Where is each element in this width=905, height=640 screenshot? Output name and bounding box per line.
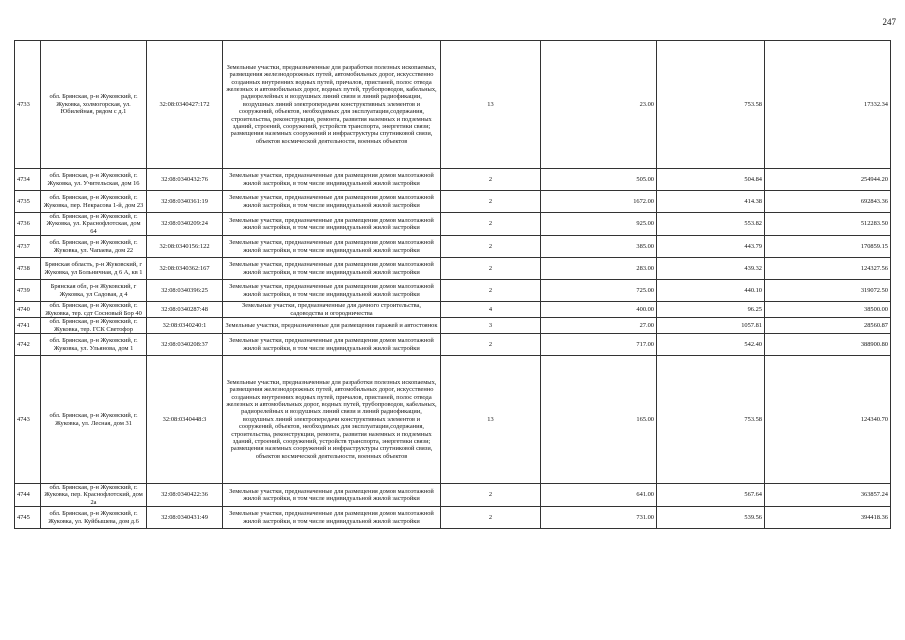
specific-value-cell: 440.10 <box>657 280 765 302</box>
cadastral-value-cell: 254944.20 <box>765 169 891 191</box>
area-cell: 400.00 <box>541 302 657 318</box>
row-number: 4739 <box>15 280 41 302</box>
cadastral-number-cell: 32:08:0340422:36 <box>147 484 223 507</box>
specific-value-cell: 753.58 <box>657 41 765 169</box>
cadastral-number-cell: 32:08:0340361:19 <box>147 191 223 213</box>
table-body <box>15 41 891 529</box>
area-cell: 925.00 <box>541 213 657 236</box>
table-row <box>15 356 891 484</box>
land-use-cell: Земельные участки, предназначенные для размещения гаражей и автостоянок <box>223 318 441 334</box>
table-row <box>15 280 891 302</box>
table-row <box>15 236 891 258</box>
group-number-cell: 13 <box>441 356 541 484</box>
specific-value-cell: 539.56 <box>657 507 765 529</box>
address-cell: обл. Брянская, р-н Жуковский, г. Жуковка, пер. Краснофлотский, дом 2а <box>41 484 147 507</box>
specific-value-cell: 753.58 <box>657 356 765 484</box>
land-use-cell: Земельные участки, предназначенные для размещения домов малоэтажной жилой застройки, в том числе индивидуальной жилой застройки <box>223 236 441 258</box>
cadastral-number-cell: 32:08:0340240:1 <box>147 318 223 334</box>
specific-value-cell: 504.84 <box>657 169 765 191</box>
area-cell: 725.00 <box>541 280 657 302</box>
group-number-cell: 2 <box>441 280 541 302</box>
address-cell: обл. Брянская, р-н Жуковский, г. Жуковка, пер. Некрасова 1-й, дом 23 <box>41 191 147 213</box>
cadastral-value-cell: 388900.80 <box>765 334 891 356</box>
table-row <box>15 507 891 529</box>
table-row <box>15 191 891 213</box>
land-use-cell: Земельные участки, предназначенные для размещения домов малоэтажной жилой застройки, в том числе индивидуальной жилой застройки <box>223 507 441 529</box>
address-cell: обл. Брянская, р-н Жуковский, г. Жуковка, ул. Лесная, дом 31 <box>41 356 147 484</box>
address-cell: Брянская обл, р-н Жуковский, г Жуковка, ул Садовая, д 4 <box>41 280 147 302</box>
address-cell: обл. Брянская, р-н Жуковский, г. Жуковка, холмогорская, ул. Юбилейная, рядом с д.1 <box>41 41 147 169</box>
area-cell: 27.00 <box>541 318 657 334</box>
cadastral-value-cell: 124327.56 <box>765 258 891 280</box>
specific-value-cell: 1057.81 <box>657 318 765 334</box>
cadastral-number-cell: 32:08:0340287:48 <box>147 302 223 318</box>
table-row <box>15 318 891 334</box>
row-number: 4744 <box>15 484 41 507</box>
land-use-cell: Земельные участки, предназначенные для размещения домов малоэтажной жилой застройки, в том числе индивидуальной жилой застройки <box>223 280 441 302</box>
address-cell: обл. Брянская, р-н Жуковский, г. Жуковка, ул. Куйбышева, дом д.6 <box>41 507 147 529</box>
address-cell: обл. Брянская, р-н Жуковский, г. Жуковка, ул. Ульянова, дом 1 <box>41 334 147 356</box>
cadastral-number-cell: 32:08:0340208:37 <box>147 334 223 356</box>
row-number: 4738 <box>15 258 41 280</box>
area-cell: 283.00 <box>541 258 657 280</box>
land-use-cell: Земельные участки, предназначенные для разработки полезных ископаемых, размещения железнодорожных путей, автомобильных дорог, искусственно созданных внутренних водных путей, причалов, пристаней, полос отвода железных и автомобильных дорог, водных путей, трубопроводов, кабельных, радиорелейных и воздушных линий связи и линий радиофикации, воздушных линий электропередачи конструктивных элементов и сооружений, объектов, необходимых для эксплуатации,содержания, строительства, реконструкции, ремонта, развития наземных и подземных зданий, строений, сооружений, устройств транспорта, энергетики связи; размещения наземных сооружений и инфраструктуры спутниковой связи, объектов космической деятельности, военных объектов <box>223 41 441 169</box>
cadastral-value-cell: 38500.00 <box>765 302 891 318</box>
table-row <box>15 213 891 236</box>
land-use-cell: Земельные участки, предназначенные для размещения домов малоэтажной жилой застройки, в том числе индивидуальной жилой застройки <box>223 169 441 191</box>
row-number: 4735 <box>15 191 41 213</box>
address-cell: обл. Брянская, р-н Жуковский, г. Жуковка, тер. ГСК Светофор <box>41 318 147 334</box>
page-number: 247 <box>882 17 896 27</box>
area-cell: 731.00 <box>541 507 657 529</box>
row-number: 4742 <box>15 334 41 356</box>
area-cell: 385.00 <box>541 236 657 258</box>
area-cell: 165.00 <box>541 356 657 484</box>
cadastral-number-cell: 32:08:0340396:25 <box>147 280 223 302</box>
cadastral-value-cell: 28560.87 <box>765 318 891 334</box>
group-number-cell: 2 <box>441 258 541 280</box>
group-number-cell: 13 <box>441 41 541 169</box>
row-number: 4743 <box>15 356 41 484</box>
land-use-cell: Земельные участки, предназначенные для размещения домов малоэтажной жилой застройки, в том числе индивидуальной жилой застройки <box>223 191 441 213</box>
land-use-cell: Земельные участки, предназначенные для размещения домов малоэтажной жилой застройки, в том числе индивидуальной жилой застройки <box>223 258 441 280</box>
table-row <box>15 302 891 318</box>
land-use-cell: Земельные участки, предназначенные для размещения домов малоэтажной жилой застройки, в том числе индивидуальной жилой застройки <box>223 334 441 356</box>
address-cell: обл. Брянская, р-н Жуковский, г. Жуковка, ул. Учительская, дом 16 <box>41 169 147 191</box>
cadastral-number-cell: 32:08:0340432:76 <box>147 169 223 191</box>
row-number: 4740 <box>15 302 41 318</box>
cadastral-value-cell: 692843.36 <box>765 191 891 213</box>
specific-value-cell: 542.40 <box>657 334 765 356</box>
land-use-cell: Земельные участки, предназначенные для дачного строительства, садоводства и огородничества <box>223 302 441 318</box>
row-number: 4736 <box>15 213 41 236</box>
table-row <box>15 334 891 356</box>
row-number: 4734 <box>15 169 41 191</box>
cadastral-number-cell: 32:08:0340448:3 <box>147 356 223 484</box>
row-number: 4737 <box>15 236 41 258</box>
area-cell: 23.00 <box>541 41 657 169</box>
cadastral-number-cell: 32:08:0340209:24 <box>147 213 223 236</box>
specific-value-cell: 553.82 <box>657 213 765 236</box>
land-use-cell: Земельные участки, предназначенные для размещения домов малоэтажной жилой застройки, в том числе индивидуальной жилой застройки <box>223 484 441 507</box>
specific-value-cell: 96.25 <box>657 302 765 318</box>
cadastral-value-cell: 124340.70 <box>765 356 891 484</box>
group-number-cell: 3 <box>441 318 541 334</box>
row-number: 4733 <box>15 41 41 169</box>
cadastral-number-cell: 32:08:0340156:122 <box>147 236 223 258</box>
cadastral-value-cell: 363857.24 <box>765 484 891 507</box>
group-number-cell: 2 <box>441 191 541 213</box>
land-use-cell: Земельные участки, предназначенные для размещения домов малоэтажной жилой застройки, в том числе индивидуальной жилой застройки <box>223 213 441 236</box>
table-row <box>15 41 891 169</box>
cadastral-value-cell: 17332.34 <box>765 41 891 169</box>
table-row <box>15 484 891 507</box>
row-number: 4745 <box>15 507 41 529</box>
cadastral-value-cell: 319072.50 <box>765 280 891 302</box>
group-number-cell: 2 <box>441 507 541 529</box>
address-cell: обл. Брянская, р-н Жуковский, г. Жуковка, ул. Чапаева, дом 22 <box>41 236 147 258</box>
land-registry-table <box>14 40 891 529</box>
group-number-cell: 2 <box>441 236 541 258</box>
table-row <box>15 258 891 280</box>
specific-value-cell: 414.38 <box>657 191 765 213</box>
group-number-cell: 2 <box>441 334 541 356</box>
area-cell: 505.00 <box>541 169 657 191</box>
land-use-cell: Земельные участки, предназначенные для разработки полезных ископаемых, размещения железнодорожных путей, автомобильных дорог, искусственно созданных внутренних водных путей, причалов, пристаней, полос отвода железных и автомобильных дорог, водных путей, трубопроводов, кабельных, радиорелейных и воздушных линий связи и линий радиофикации, воздушных линий электропередачи конструктивных элементов и сооружений, объектов, необходимых для эксплуатации,содержания, строительства, реконструкции, ремонта, развития наземных и подземных зданий, строений, сооружений, устройств транспорта, энергетики связи; размещения наземных сооружений и инфраструктуры спутниковой связи, объектов космической деятельности, военных объектов <box>223 356 441 484</box>
cadastral-number-cell: 32:08:0340362:167 <box>147 258 223 280</box>
area-cell: 641.00 <box>541 484 657 507</box>
specific-value-cell: 439.32 <box>657 258 765 280</box>
table-row <box>15 169 891 191</box>
group-number-cell: 2 <box>441 484 541 507</box>
cadastral-number-cell: 32:08:0340427:172 <box>147 41 223 169</box>
address-cell: Брянская область, р-н Жуковский, г Жуковка, ул Больничная, д 6 А, кв 1 <box>41 258 147 280</box>
group-number-cell: 4 <box>441 302 541 318</box>
row-number: 4741 <box>15 318 41 334</box>
group-number-cell: 2 <box>441 169 541 191</box>
area-cell: 1672.00 <box>541 191 657 213</box>
cadastral-value-cell: 170859.15 <box>765 236 891 258</box>
specific-value-cell: 567.64 <box>657 484 765 507</box>
specific-value-cell: 443.79 <box>657 236 765 258</box>
address-cell: обл. Брянская, р-н Жуковский, г. Жуковка, ул. Краснофлотская, дом 64 <box>41 213 147 236</box>
group-number-cell: 2 <box>441 213 541 236</box>
cadastral-number-cell: 32:08:0340431:49 <box>147 507 223 529</box>
area-cell: 717.00 <box>541 334 657 356</box>
address-cell: обл. Брянская, р-н Жуковский, г. Жуковка, тер. сдт Сосновый Бор 40 <box>41 302 147 318</box>
cadastral-value-cell: 394418.36 <box>765 507 891 529</box>
cadastral-value-cell: 512283.50 <box>765 213 891 236</box>
